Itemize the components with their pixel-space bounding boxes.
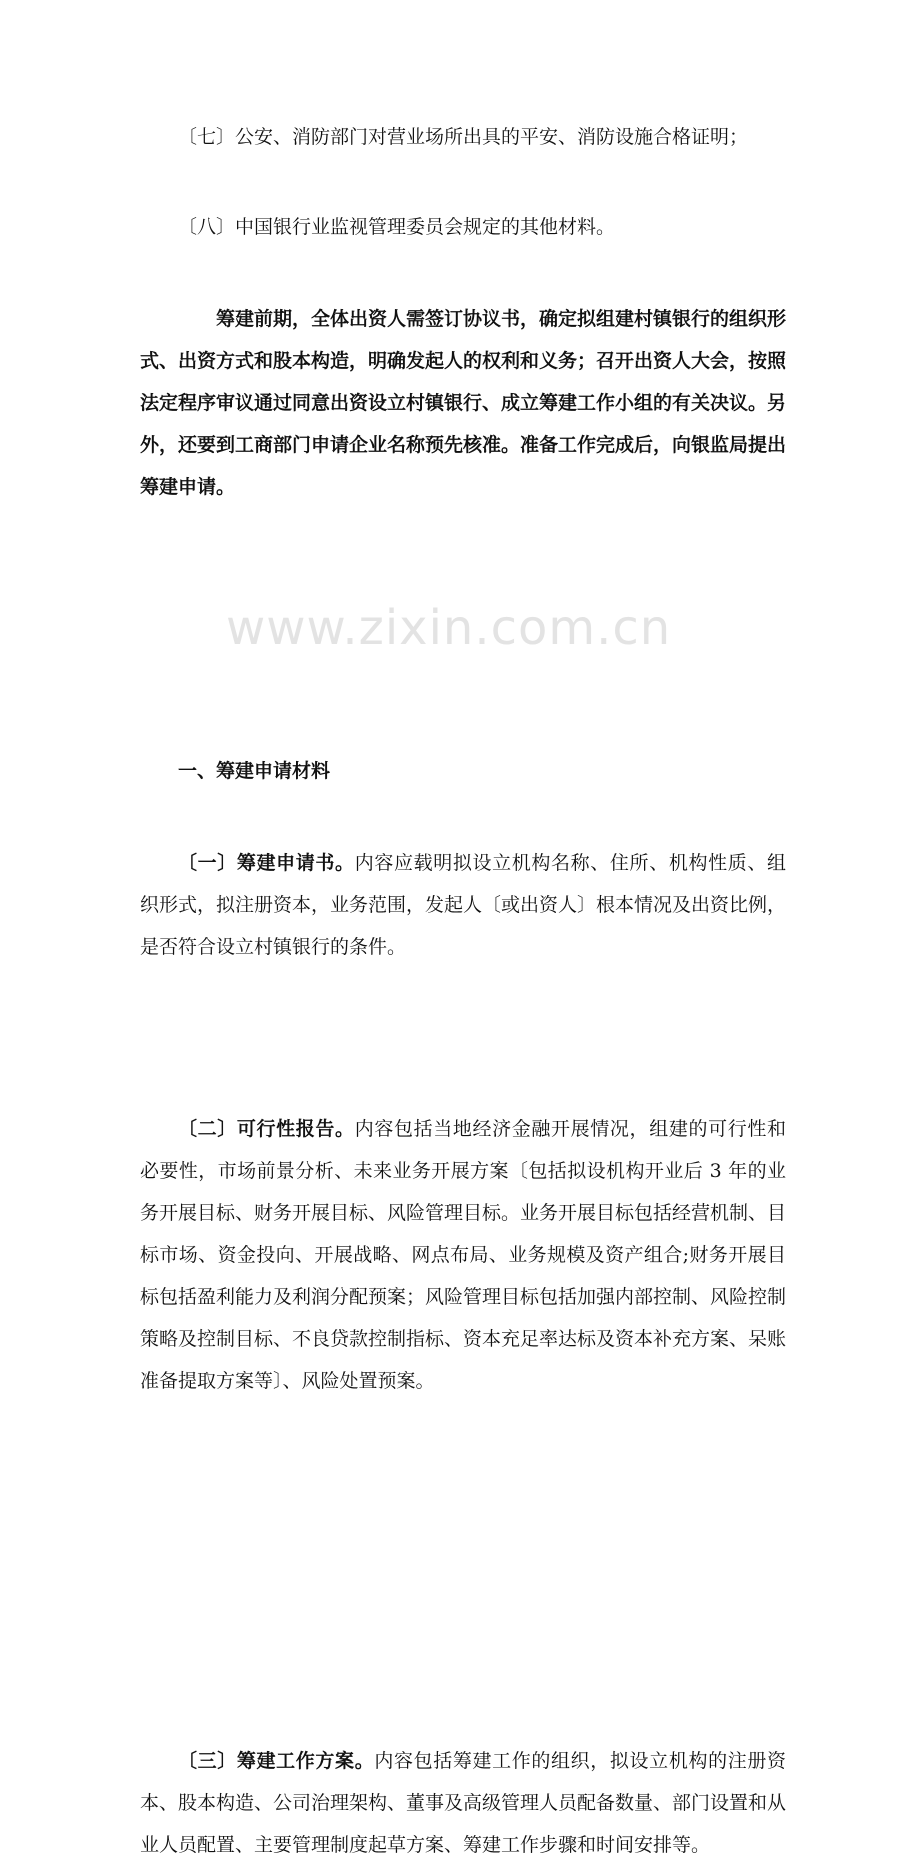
section-3-text: 内容包括筹建工作的组织，拟设立机构的注册资本、股本构造、公司治理架构、董事及高级管理人员配备数量、部门设置和从业人员配置、主要管理制度起草方案、筹建工作步骤和时间安排等。 bbox=[140, 1750, 787, 1856]
paragraph-item-8: 〔八〕中国银行业监视管理委员会规定的其他材料。 bbox=[178, 216, 616, 238]
watermark: www.zixin.com.cn bbox=[226, 600, 672, 656]
section-3-work-plan bbox=[140, 1740, 786, 1866]
section-2-text: 内容包括当地经济金融开展情况，组建的可行性和必要性，市场前景分析、未来业务开展方案〔包括拟设机构开业后 3 年的业务开展目标、财务开展目标、风险管理目标。业务开展目标包括经营机制、目标市场、资金投向、开展战略、网点布局、业务规模及资产组合;财务开展目标包括盈利能力及利润分配预案；风险管理目标包括加强内部控制、风险控制策略及控制目标、不良贷款控制指标、资本充足率达标及资本补充方案、呆账准备提取方案等〕、风险处置预案。 bbox=[140, 1118, 787, 1392]
section-2-feasibility-report bbox=[140, 1108, 786, 1402]
section-3-label: 〔三〕筹建工作方案。 bbox=[178, 1750, 375, 1772]
section-1-text: 内容应载明拟设立机构名称、住所、机构性质、组织形式，拟注册资本，业务范围，发起人〔或出资人〕根本情况及出资比例，是否符合设立村镇银行的条件。 bbox=[140, 852, 787, 958]
paragraph-intro: 筹建前期，全体出资人需签订协议书，确定拟组建村镇银行的组织形式、出资方式和股本构造，明确发起人的权利和义务；召开出资人大会，按照法定程序审议通过同意出资设立村镇银行、成立筹建工作小组的有关决议。另外，还要到工商部门申请企业名称预先核准。准备工作完成后，向银监局提出筹建申请。 bbox=[140, 308, 787, 498]
section-1-application-letter bbox=[140, 842, 786, 968]
section-heading: 一、筹建申请材料 bbox=[178, 760, 331, 782]
section-1-label: 〔一〕筹建申请书。 bbox=[178, 852, 355, 874]
paragraph-item-7: 〔七〕公安、消防部门对营业场所出具的平安、消防设施合格证明； bbox=[178, 126, 749, 148]
section-2-label: 〔二〕可行性报告。 bbox=[178, 1118, 355, 1140]
